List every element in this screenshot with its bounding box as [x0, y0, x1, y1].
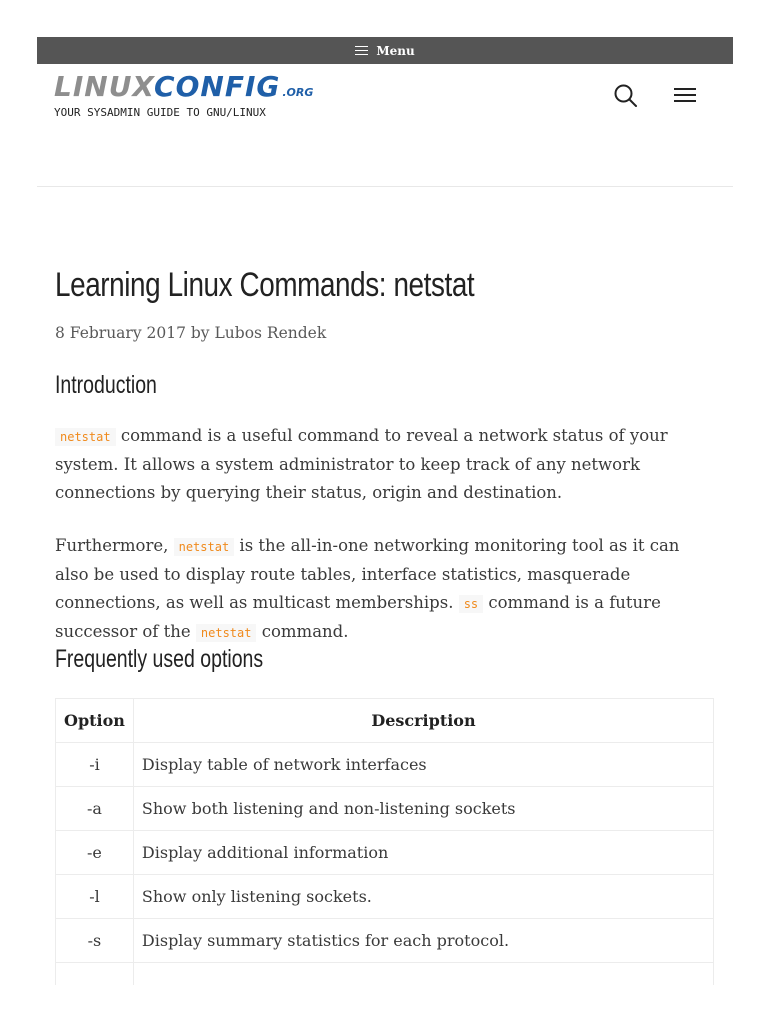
paragraph-text: command is a future successor of the: [55, 593, 661, 641]
logo-wordmark: [54, 72, 313, 108]
option-cell: -a: [56, 787, 134, 831]
page-title: Learning Linux Commands: netstat: [55, 266, 475, 304]
intro-heading: Introduction: [55, 371, 157, 399]
table-row: [56, 787, 714, 831]
option-cell: [56, 963, 134, 986]
inline-code: ss: [459, 595, 483, 613]
inline-code: netstat: [196, 624, 257, 642]
intro-paragraph: [55, 422, 715, 507]
search-button[interactable]: [612, 82, 640, 110]
column-header-description: Description: [133, 699, 713, 743]
menu-icon: [355, 43, 368, 58]
post-meta: 8 February 2017 by Lubos Rendek: [55, 324, 327, 342]
option-cell: -e: [56, 831, 134, 875]
paragraph-text: Furthermore,: [55, 536, 174, 555]
inline-code: netstat: [174, 538, 235, 556]
hamburger-menu-icon: [672, 88, 698, 102]
description-cell: Display table of network interfaces: [133, 743, 713, 787]
logo-word-linux: LINUX: [54, 70, 155, 103]
paragraph-text: command is a useful command to reveal a network status of your system. It allows a system administrator to keep track of any network connections by querying their status, origin and destination.: [55, 426, 668, 502]
table-row: [56, 831, 714, 875]
paragraph-text: command.: [256, 622, 349, 641]
column-header-option: Option: [56, 699, 134, 743]
top-menu-label: Menu: [376, 43, 415, 58]
description-cell: Display summary statistics for each protocol.: [133, 919, 713, 963]
table-row: [56, 875, 714, 919]
table-row: [56, 919, 714, 963]
option-cell: -l: [56, 875, 134, 919]
table-row-partial: [56, 963, 714, 986]
table-header-row: [56, 699, 714, 743]
logo-word-org: .ORG: [282, 86, 314, 99]
top-menu-bar[interactable]: [37, 37, 733, 64]
description-cell: Display additional information: [133, 831, 713, 875]
paragraph-text: is the all-in-one networking monitoring tool as it can also be used to display route tables, interface statistics, masquerade connections, as well as multicast memberships.: [55, 536, 680, 612]
logo-tagline: YOUR SYSADMIN GUIDE TO GNU/LINUX: [54, 106, 266, 119]
inline-code: netstat: [55, 428, 116, 446]
option-cell: -i: [56, 743, 134, 787]
header-divider: [37, 186, 733, 187]
description-cell: Show only listening sockets.: [133, 875, 713, 919]
description-cell: [133, 963, 713, 986]
options-table: [55, 698, 714, 985]
site-logo[interactable]: [54, 64, 314, 126]
logo-word-config: CONFIG: [154, 70, 281, 103]
search-icon: [612, 82, 640, 110]
table-row: [56, 743, 714, 787]
option-cell: -s: [56, 919, 134, 963]
furthermore-paragraph: [55, 532, 715, 647]
options-heading: Frequently used options: [55, 645, 264, 673]
header-menu-button[interactable]: [672, 84, 698, 108]
description-cell: Show both listening and non-listening sockets: [133, 787, 713, 831]
